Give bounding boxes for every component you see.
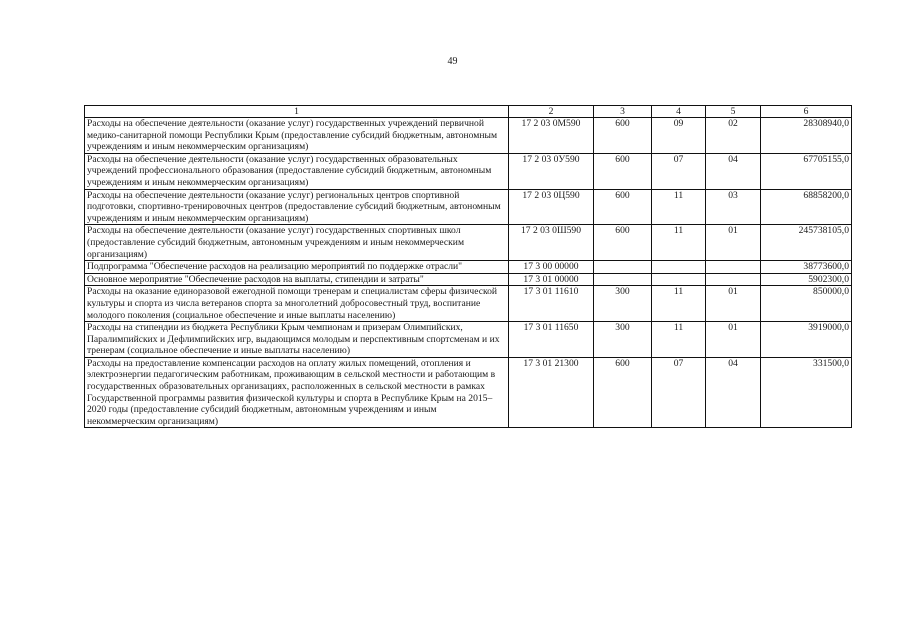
row-expense-type <box>594 261 652 274</box>
row-description: Расходы на обеспечение деятельности (оказание услуг) региональных центров спортивной подготовки, спортивно-тренировочных центров (предоставление субсидий бюджетным, автономным учреждениям и иным некоммерческим организациям) <box>85 189 509 225</box>
row-target-code: 17 2 03 0У590 <box>509 153 594 189</box>
table-row <box>85 189 852 225</box>
header-col-1: 1 <box>85 106 509 118</box>
table-row <box>85 286 852 322</box>
row-expense-type <box>594 273 652 286</box>
row-target-code: 17 2 03 0М590 <box>509 118 594 154</box>
row-amount: 5902300,0 <box>761 273 852 286</box>
table-row <box>85 357 852 428</box>
row-amount: 38773600,0 <box>761 261 852 274</box>
row-amount: 28308940,0 <box>761 118 852 154</box>
row-section <box>652 273 706 286</box>
row-expense-type: 600 <box>594 153 652 189</box>
row-section: 11 <box>652 189 706 225</box>
row-subsection <box>706 261 761 274</box>
row-subsection: 01 <box>706 225 761 261</box>
row-subsection: 04 <box>706 357 761 428</box>
row-expense-type: 600 <box>594 189 652 225</box>
row-amount: 331500,0 <box>761 357 852 428</box>
row-amount: 67705155,0 <box>761 153 852 189</box>
row-expense-type: 600 <box>594 225 652 261</box>
row-subsection: 04 <box>706 153 761 189</box>
row-description: Подпрограмма "Обеспечение расходов на реализацию мероприятий по поддержке отрасли" <box>85 261 509 274</box>
row-expense-type: 300 <box>594 286 652 322</box>
row-section: 09 <box>652 118 706 154</box>
row-section <box>652 261 706 274</box>
row-subsection: 02 <box>706 118 761 154</box>
row-description: Расходы на обеспечение деятельности (оказание услуг) государственных образовательных учреждений профессионального образования (предоставление субсидий бюджетным, автономным учреждениям и иным некоммерческим организациям) <box>85 153 509 189</box>
row-description: Расходы на предоставление компенсации расходов на оплату жилых помещений, отопления и электроэнергии педагогическим работникам, проживающим в сельской местности и работающим в государственных образовательных организациях, расположенных в сельской местности в рамках Государственной программы развития физической культуры и спорта в Республике Крым на 2015–2020 годы (предоставление субсидий бюджетным, автономным учреждениям и иным некоммерческим организациям) <box>85 357 509 428</box>
table-row <box>85 118 852 154</box>
row-section: 11 <box>652 225 706 261</box>
row-description: Расходы на обеспечение деятельности (оказание услуг) государственных учреждений первичной медико-санитарной помощи Республики Крым (предоставление субсидий бюджетным, автономным учреждениям и иным некоммерческим организациям) <box>85 118 509 154</box>
row-section: 07 <box>652 153 706 189</box>
header-col-3: 3 <box>594 106 652 118</box>
row-expense-type: 300 <box>594 322 652 358</box>
row-description: Расходы на обеспечение деятельности (оказание услуг) государственных спортивных школ (предоставление субсидий бюджетным, автономным учреждениям и иным некоммерческим организациям) <box>85 225 509 261</box>
row-expense-type: 600 <box>594 118 652 154</box>
header-col-5: 5 <box>706 106 761 118</box>
table-header-row <box>85 106 852 118</box>
row-description: Расходы на оказание единоразовой ежегодной помощи тренерам и специалистам сферы физической культуры и спорта из числа ветеранов спорта за многолетний добросовестный труд, воспитание молодого поколения (социальное обеспечение и иные выплаты населению) <box>85 286 509 322</box>
row-section: 07 <box>652 357 706 428</box>
row-amount: 850000,0 <box>761 286 852 322</box>
row-target-code: 17 2 03 0Ц590 <box>509 189 594 225</box>
header-col-2: 2 <box>509 106 594 118</box>
row-subsection: 01 <box>706 322 761 358</box>
header-col-6: 6 <box>761 106 852 118</box>
row-target-code: 17 3 00 00000 <box>509 261 594 274</box>
table-row <box>85 153 852 189</box>
table-row <box>85 273 852 286</box>
table-row <box>85 322 852 358</box>
row-section: 11 <box>652 322 706 358</box>
row-target-code: 17 3 01 21300 <box>509 357 594 428</box>
row-description: Расходы на стипендии из бюджета Республики Крым чемпионам и призерам Олимпийских, Паралимпийских и Дефлимпийских игр, выдающимся молодым и перспективным спортсменам и их тренерам (социальное обеспечение и иные выплаты населению) <box>85 322 509 358</box>
row-target-code: 17 3 01 11650 <box>509 322 594 358</box>
table-row <box>85 225 852 261</box>
page-number: 49 <box>447 56 458 67</box>
row-subsection: 03 <box>706 189 761 225</box>
row-subsection <box>706 273 761 286</box>
row-amount: 68858200,0 <box>761 189 852 225</box>
row-description: Основное мероприятие "Обеспечение расходов на выплаты, стипендии и затраты" <box>85 273 509 286</box>
table-row <box>85 261 852 274</box>
row-expense-type: 600 <box>594 357 652 428</box>
row-target-code: 17 3 01 00000 <box>509 273 594 286</box>
row-target-code: 17 3 01 11610 <box>509 286 594 322</box>
header-col-4: 4 <box>652 106 706 118</box>
row-amount: 3919000,0 <box>761 322 852 358</box>
row-amount: 245738105,0 <box>761 225 852 261</box>
row-section: 11 <box>652 286 706 322</box>
row-subsection: 01 <box>706 286 761 322</box>
row-target-code: 17 2 03 0Ш590 <box>509 225 594 261</box>
budget-table <box>84 105 852 428</box>
